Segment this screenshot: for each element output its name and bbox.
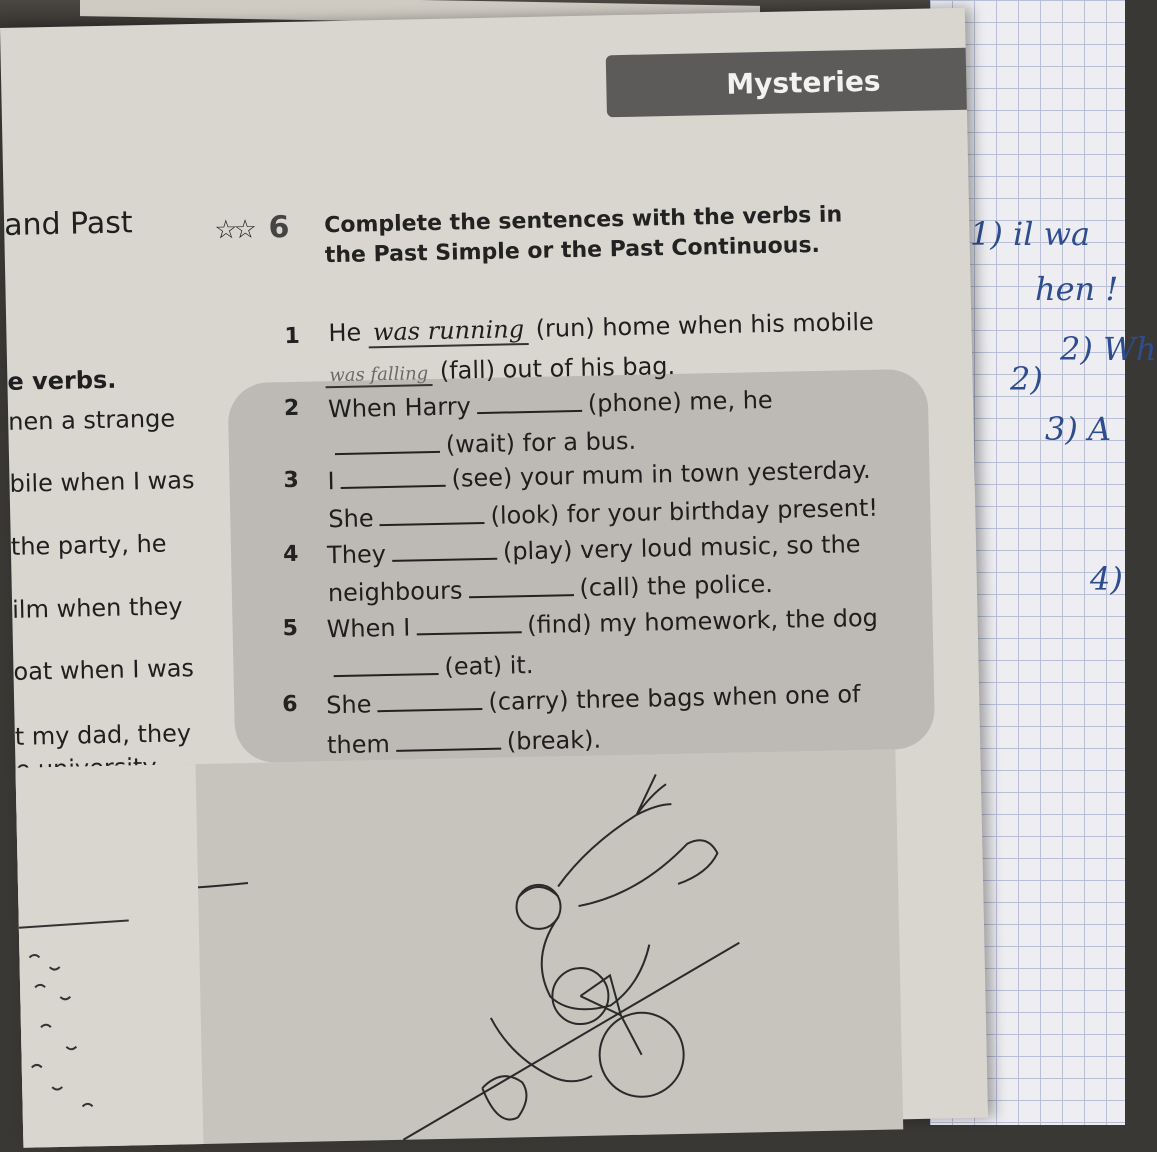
answer-blank[interactable] bbox=[379, 500, 484, 526]
item-5-line-1: When I (find) my homework, the dog bbox=[326, 603, 879, 644]
left-margin-doodles bbox=[15, 764, 203, 1148]
left-line: t my dad, they bbox=[14, 719, 192, 751]
item-number: 6 bbox=[281, 691, 298, 718]
note-line-3: 2) Wh bbox=[1060, 330, 1157, 368]
item-2-line-2: (wait) for a bus. bbox=[329, 425, 637, 461]
left-line: bile when I was bbox=[9, 466, 195, 498]
item-6-line-1: She (carry) three bags when one of bbox=[325, 680, 861, 720]
answer-blank[interactable] bbox=[477, 388, 582, 414]
item-number: 5 bbox=[282, 615, 299, 642]
answer-blank[interactable] bbox=[377, 686, 482, 712]
answer-blank[interactable] bbox=[468, 572, 573, 598]
item-1-line-1: He was running (run) home when his mobile bbox=[328, 307, 875, 348]
item-6-line-2: them (break). bbox=[326, 725, 602, 760]
answer-blank[interactable] bbox=[335, 429, 440, 455]
left-line: oat when I was bbox=[13, 654, 195, 686]
note-line-4: 2) bbox=[1010, 360, 1043, 398]
item-number: 1 bbox=[284, 323, 301, 350]
illustration-left-margin bbox=[15, 764, 203, 1148]
left-line: e verbs. bbox=[7, 365, 117, 396]
item-5-line-2: (eat) it. bbox=[327, 649, 534, 683]
note-line-1: 1) il wa bbox=[970, 215, 1091, 253]
left-column-text bbox=[3, 204, 204, 751]
item-number: 2 bbox=[283, 395, 300, 422]
answer-blank[interactable] bbox=[416, 609, 521, 635]
item-4-line-2: neighbours (call) the police. bbox=[327, 569, 774, 608]
textbook-page bbox=[0, 8, 988, 1138]
section-title: Mysteries bbox=[725, 64, 881, 101]
handwritten-answer-faint: was falling bbox=[325, 363, 432, 388]
exercise-instruction: Complete the sentences with the verbs in the Past Simple or the Past Continuous. bbox=[323, 202, 843, 269]
difficulty-stars-icon: ☆☆ bbox=[213, 214, 254, 246]
item-3-line-2: She (look) for your birthday present! bbox=[328, 493, 879, 534]
item-4-line-1: They (play) very loud music, so the bbox=[326, 530, 861, 570]
note-line-5: 3) A bbox=[1045, 410, 1112, 448]
answer-blank[interactable] bbox=[333, 651, 438, 677]
handwritten-answer: was running bbox=[369, 315, 529, 348]
exercise-number: 6 bbox=[268, 209, 290, 246]
item-2-line-1: When Harry (phone) me, he bbox=[327, 385, 773, 424]
note-line-6: 4) bbox=[1090, 560, 1123, 598]
item-1-line-2: was falling (fall) out of his bag. bbox=[325, 352, 675, 387]
left-line: nen a strange bbox=[7, 404, 176, 436]
answer-blank[interactable] bbox=[340, 463, 445, 489]
exercise-header bbox=[214, 210, 290, 247]
item-3-line-1: I (see) your mum in town yesterday. bbox=[327, 455, 871, 496]
answer-blank[interactable] bbox=[396, 726, 501, 752]
item-number: 3 bbox=[283, 467, 300, 494]
left-line: and Past bbox=[3, 205, 133, 243]
answer-blank[interactable] bbox=[392, 536, 497, 562]
item-number: 4 bbox=[282, 541, 299, 568]
note-line-2: hen ! bbox=[1035, 270, 1119, 308]
section-banner bbox=[606, 48, 967, 118]
left-line: ilm when they bbox=[11, 592, 183, 624]
left-line: the party, he bbox=[10, 529, 167, 561]
